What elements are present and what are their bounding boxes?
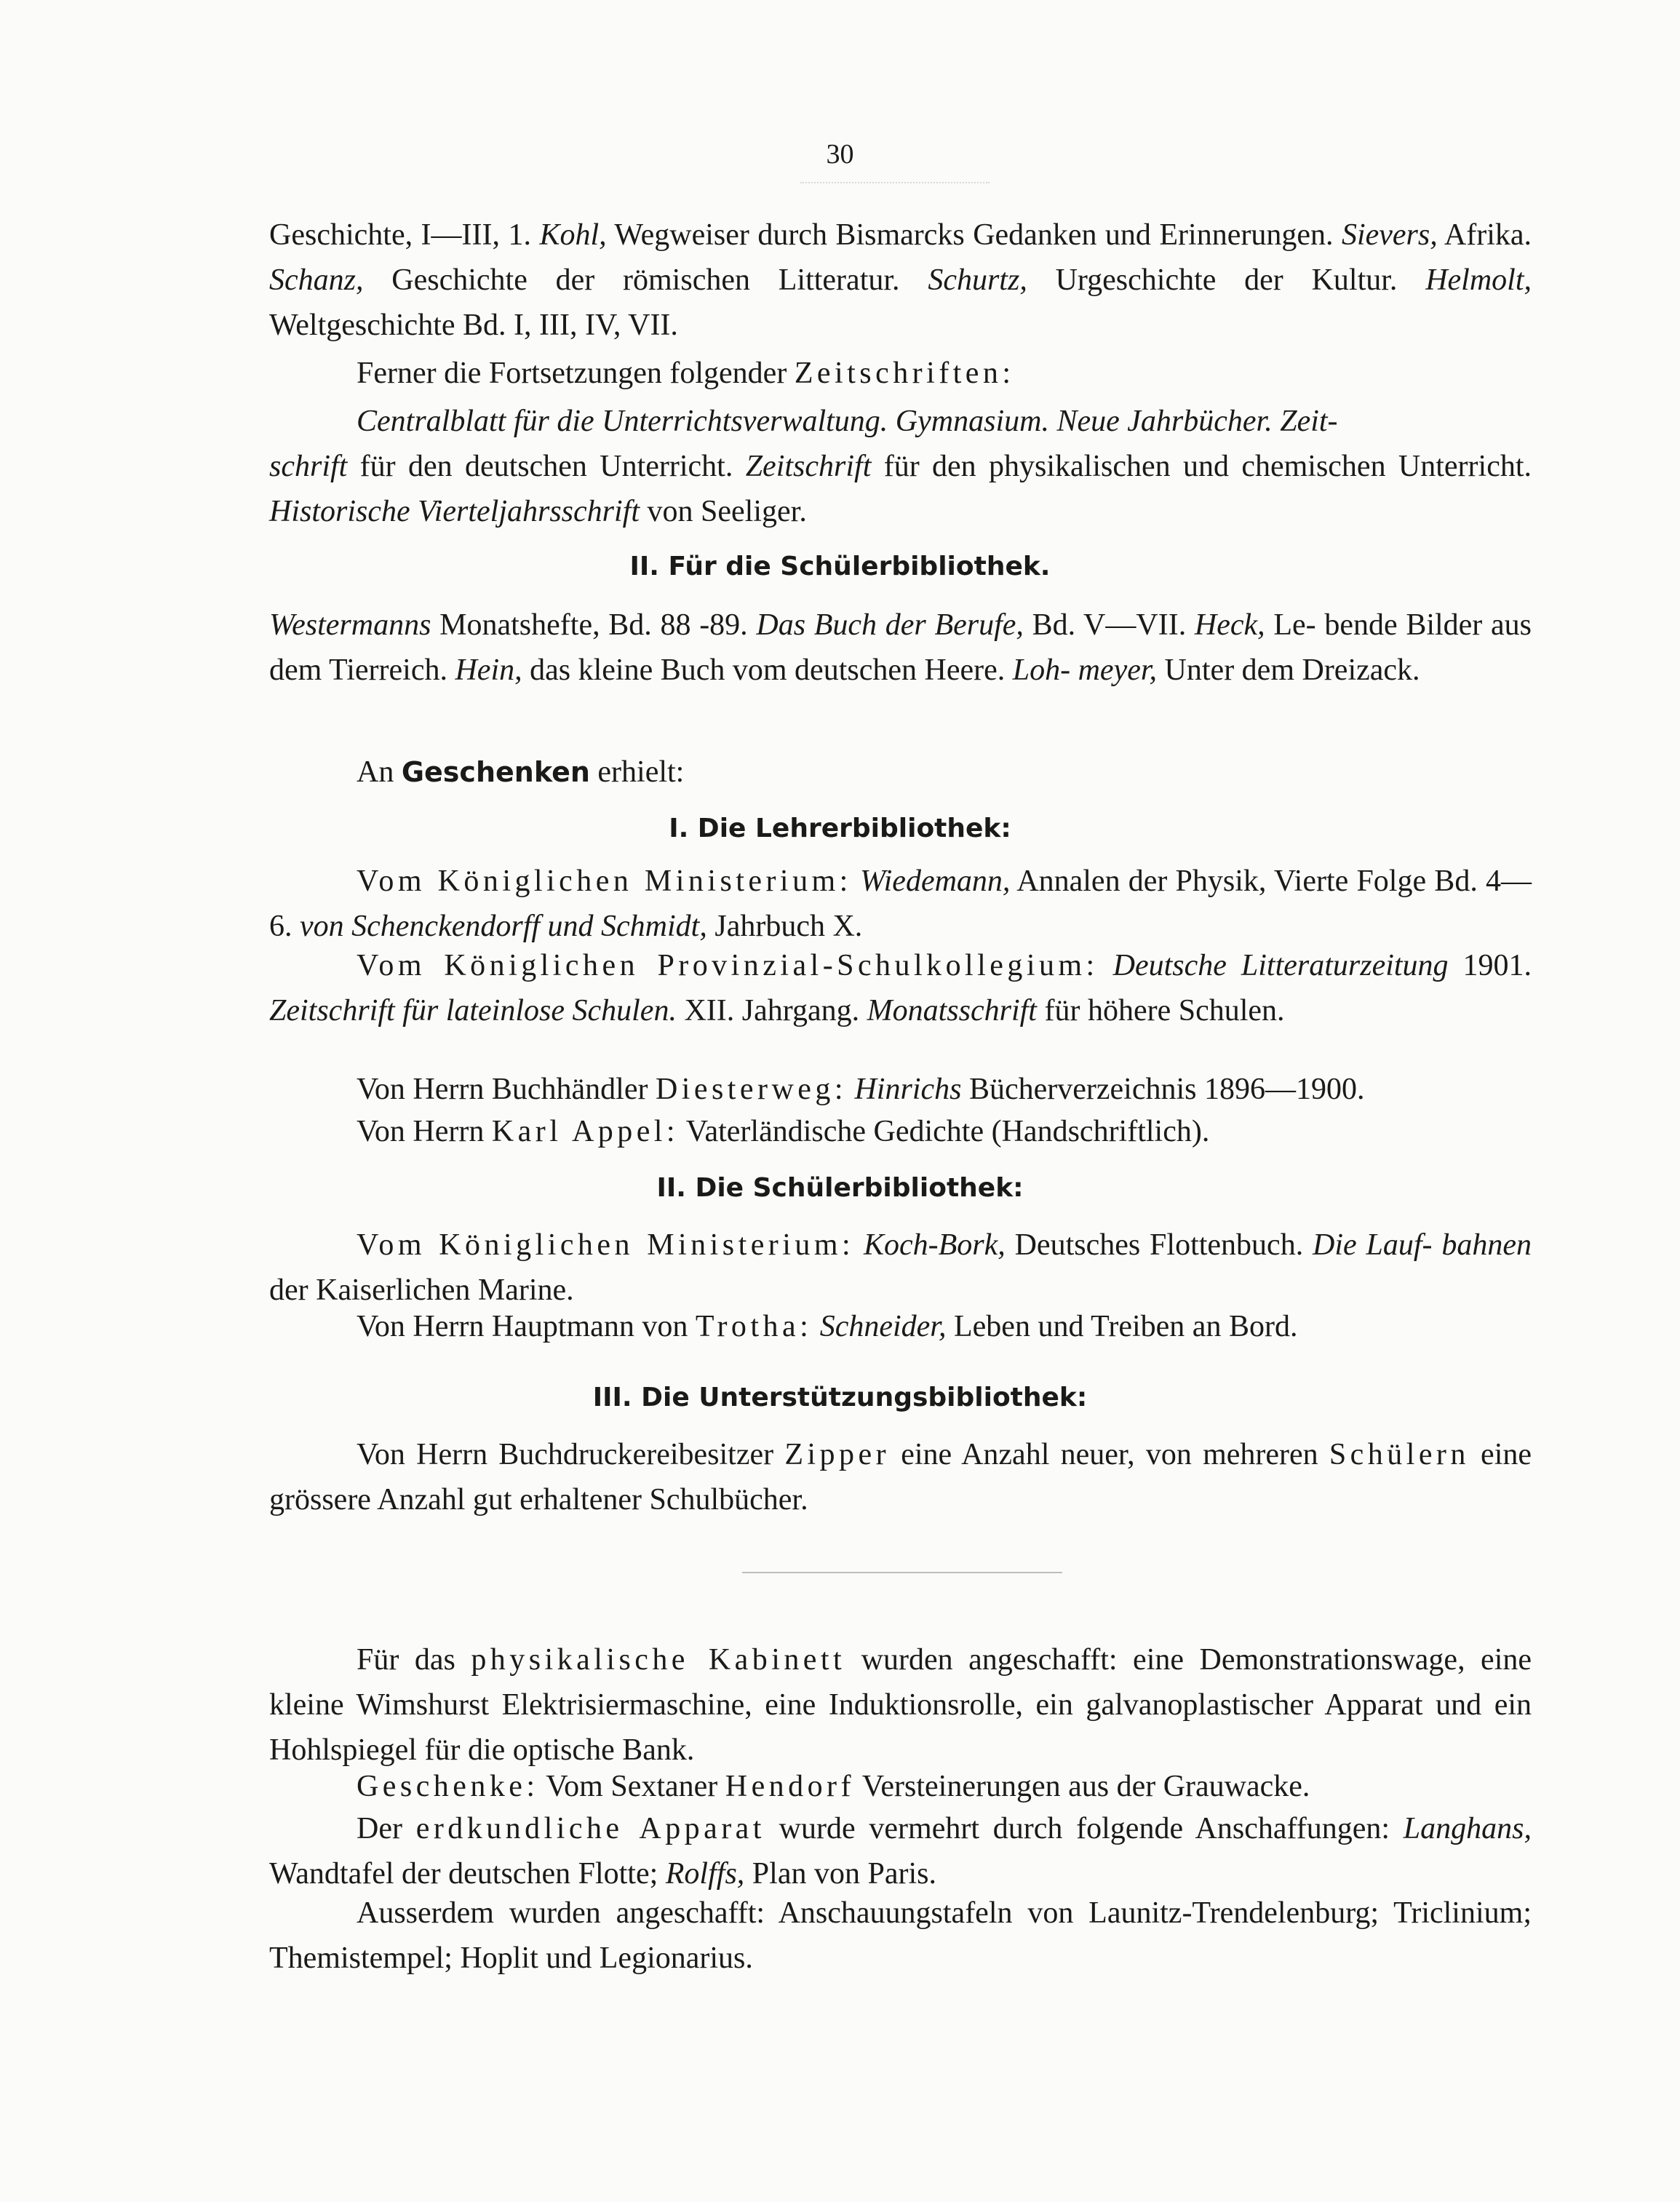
paragraph-history-books: Geschichte, I—III, 1. Kohl, Wegweiser durch Bismarcks Gedanken und Erinnerungen. Sievers, Afrika. Schanz, Geschichte der römischen Litteratur. Schurtz, Urgeschichte der Kultur. Helmolt, Weltgeschichte Bd. I, III, IV, VII.	[269, 218, 1532, 342]
heading-teacher-library: I. Die Lehrerbibliothek:	[669, 814, 1011, 843]
heading-student-library-purchases: II. Für die Schülerbibliothek.	[629, 552, 1051, 581]
paragraph-periodicals-list: Centralblatt für die Unterrichtsverwaltung. Gymnasium. Neue Jahrbücher. Zeit-	[357, 405, 1338, 438]
paragraph-provincial-gifts: Vom Königlichen Provinzial-Schulkollegium: Deutsche Litteraturzeitung 1901. Zeitschrift für lateinlose Schulen. XII. Jahrgang. Monatsschrift für höhere Schulen.	[269, 949, 1532, 1028]
heading-support-library: III. Die Unterstützungsbibliothek:	[592, 1383, 1088, 1412]
paragraph-physics-cabinet: Für das physikalische Kabinett wurden angeschafft: eine Demonstrationswage, eine kleine Wimshurst Elektrisiermaschine, eine Induktionsrolle, ein galvanoplastischer Apparat und ein Hohlspiegel für die optische Bank.	[269, 1643, 1532, 1767]
paragraph-ministry-gifts: Vom Königlichen Ministerium: Wiedemann, Annalen der Physik, Vierte Folge Bd. 4—6. von Schenckendorff und Schmidt, Jahrbuch X.	[269, 864, 1532, 943]
paragraph-geography-apparatus: Der erdkundliche Apparat wurde vermehrt durch folgende Anschaffungen: Langhans, Wandtafel der deutschen Flotte; Rolffs, Plan von Paris.	[269, 1812, 1532, 1891]
paragraph-additional-purchases: Ausserdem wurden angeschafft: Anschauungstafeln von Launitz-Trendelenburg; Triclinium; Themistempel; Hoplit und Legionarius.	[269, 1896, 1532, 1975]
paragraph-hendorf-gift: Geschenke: Vom Sextaner Hendorf Versteinerungen aus der Grauwacke.	[357, 1770, 1310, 1803]
paragraph-gifts-intro: An Geschenken erhielt:	[357, 755, 685, 789]
paragraph-zipper-gift: Von Herrn Buchdruckereibesitzer Zipper eine Anzahl neuer, von mehreren Schülern eine grössere Anzahl gut erhaltener Schulbücher.	[269, 1438, 1532, 1517]
page-number: 30	[826, 139, 854, 170]
paragraph-diesterweg-gift: Von Herrn Buchhändler Diesterweg: Hinrichs Bücherverzeichnis 1896—1900.	[357, 1073, 1365, 1106]
paragraph-trotha-gift: Von Herrn Hauptmann von Trotha: Schneider, Leben und Treiben an Bord.	[357, 1310, 1298, 1343]
paragraph-periodicals-intro: Ferner die Fortsetzungen folgender Zeitschriften:	[357, 357, 1015, 390]
paragraph-periodicals-continued: schrift für den deutschen Unterricht. Zeitschrift für den physikalischen und chemischen Unterricht. Historische Vierteljahrsschrift von Seeliger.	[269, 450, 1532, 528]
paragraph-appel-gift: Von Herrn Karl Appel: Vaterländische Gedichte (Handschriftlich).	[357, 1115, 1210, 1148]
paragraph-ministry-student-gifts: Vom Königlichen Ministerium: Koch-Bork, Deutsches Flottenbuch. Die Lauf- bahnen der Kaiserlichen Marine.	[269, 1228, 1532, 1307]
paragraph-student-library-list: Westermanns Monatshefte, Bd. 88 -89. Das Buch der Berufe, Bd. V—VII. Heck, Le- bende Bilder aus dem Tierreich. Hein, das kleine Buch vom deutschen Heere. Loh- meyer, Unter dem Dreizack.	[269, 608, 1532, 687]
heading-student-library-gifts: II. Die Schülerbibliothek:	[656, 1173, 1024, 1203]
header-dotted-rule	[800, 182, 990, 183]
section-divider	[742, 1572, 1062, 1573]
